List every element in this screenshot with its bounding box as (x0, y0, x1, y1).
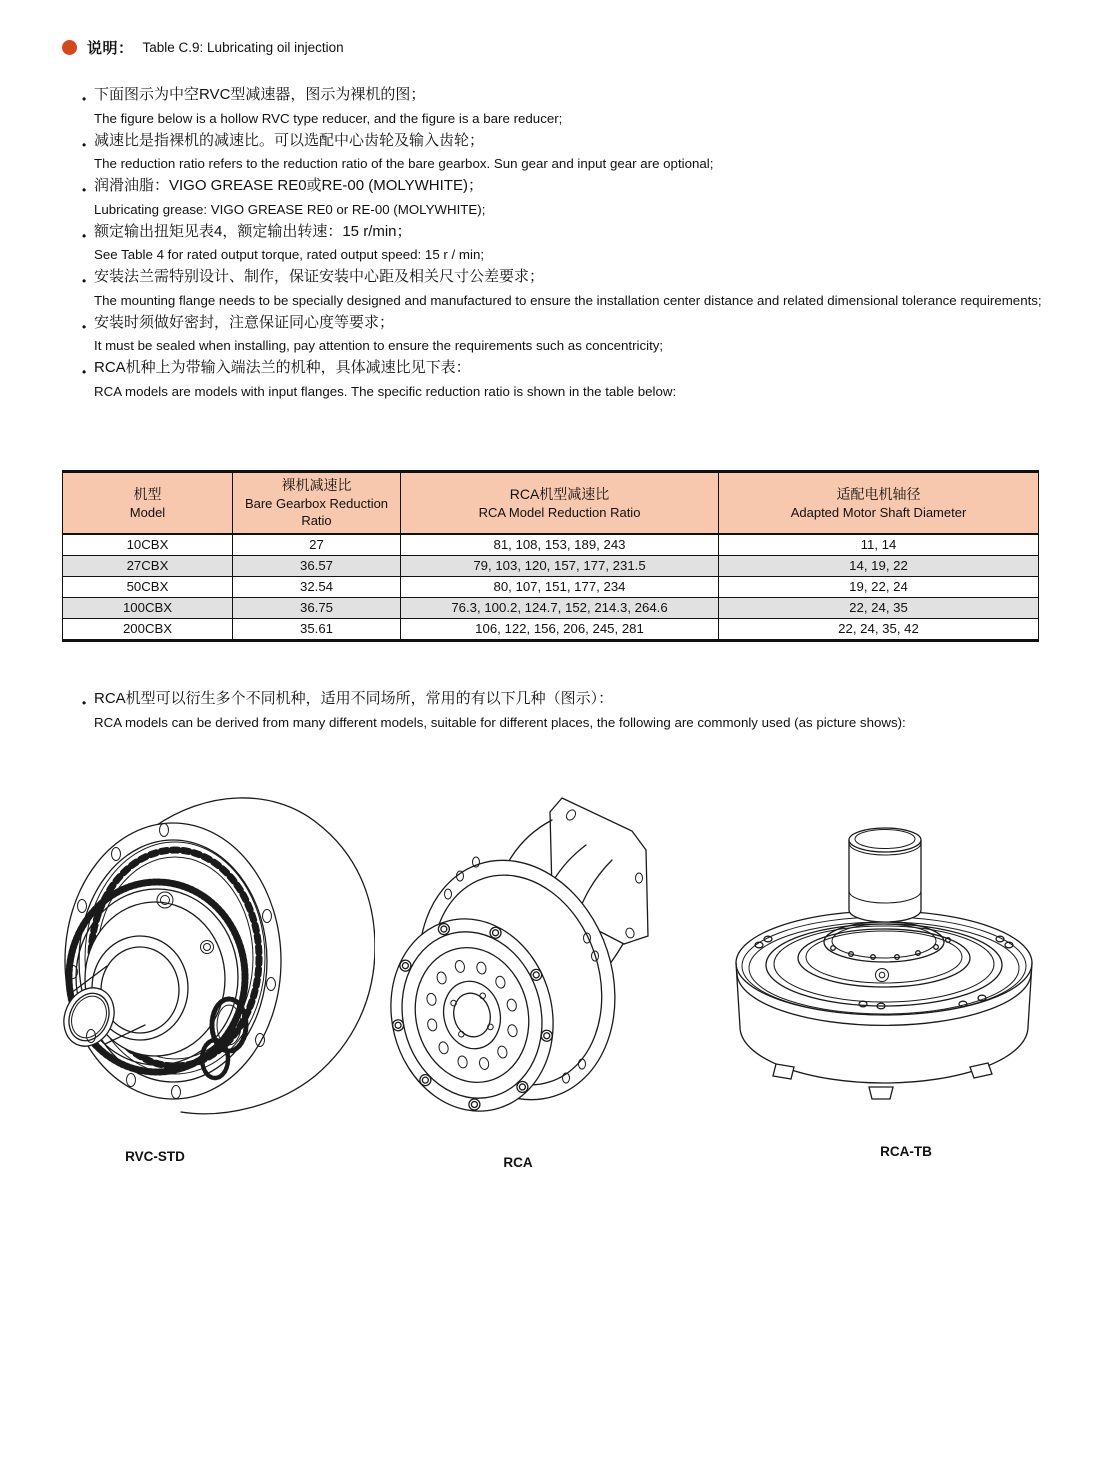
figure-caption-rca: RCA (503, 1155, 533, 1170)
section-header (62, 37, 344, 58)
note-text-en: It must be sealed when installing, pay attention to ensure the requirements such as concentricity; (94, 338, 664, 353)
cell-model: 200CBX (63, 619, 233, 641)
note-text-cn: • 润滑油脂：VIGO GREASE RE0或RE-00 (MOLYWHITE)； (94, 175, 1082, 198)
cell-rca-ratio: 79, 103, 120, 157, 177, 231.5 (401, 556, 719, 577)
table-row (63, 577, 1039, 598)
col-header-en: Bare Gearbox Reduction Ratio (244, 496, 389, 528)
cell-bare-ratio: 36.57 (233, 556, 401, 577)
note-item (82, 312, 1082, 358)
note-text-en: The figure below is a hollow RVC type reducer, and the figure is a bare reducer; (94, 110, 563, 126)
table-row (63, 556, 1039, 577)
note-item (82, 130, 1082, 176)
table-row (63, 534, 1039, 556)
note-item (82, 175, 1082, 221)
derive-note (82, 688, 1082, 734)
note-item (82, 84, 1082, 130)
col-header-shaft-diameter (719, 472, 1039, 535)
note-item (82, 266, 1082, 312)
note-text-en: RCA models are models with input flanges. The specific reduction ratio is shown in the table below: (94, 383, 677, 399)
note-text-cn: • 安装法兰需特别设计、制作，保证安装中心距及相关尺寸公差要求； (94, 266, 1082, 289)
note-text-en: RCA models can be derived from many different models, suitable for different places, the following are commonly used (as picture shows): (94, 714, 906, 730)
note-item (82, 688, 1082, 734)
col-header-en: RCA Model Reduction Ratio (478, 504, 641, 520)
reduction-ratio-table (62, 470, 1039, 642)
section-title-cn: 说明： (87, 40, 134, 57)
cell-bare-ratio: 35.61 (233, 619, 401, 641)
rca-figure (390, 790, 655, 1115)
cell-model: 27CBX (63, 556, 233, 577)
cell-shaft-diameter: 14, 19, 22 (719, 556, 1039, 577)
rca-drawing (390, 790, 655, 1115)
cell-shaft-diameter: 19, 22, 24 (719, 577, 1039, 598)
col-header-cn: 裸机减速比 (281, 477, 352, 493)
orange-bullet-icon (62, 40, 77, 55)
note-text-en: The reduction ratio refers to the reduction ratio of the bare gearbox. Sun gear and input gear are optional; (94, 156, 714, 171)
cell-bare-ratio: 36.75 (233, 598, 401, 619)
cell-model: 50CBX (63, 577, 233, 598)
figure-caption-rca-tb: RCA-TB (880, 1144, 932, 1159)
rca-tb-drawing (730, 815, 1040, 1105)
table-row (63, 619, 1039, 641)
col-header-model (63, 472, 233, 535)
col-header-bare-ratio (233, 472, 401, 535)
note-text-cn: • RCA机种上为带输入端法兰的机种，具体减速比见下表： (94, 357, 1082, 380)
rca-tb-figure (730, 815, 1040, 1105)
col-header-en: Adapted Motor Shaft Diameter (790, 504, 967, 520)
note-text-en: Lubricating grease: VIGO GREASE RE0 or RE-00 (MOLYWHITE); (94, 201, 486, 217)
cell-model: 100CBX (63, 598, 233, 619)
cell-rca-ratio: 81, 108, 153, 189, 243 (401, 534, 719, 556)
col-header-cn: 机型 (133, 485, 162, 502)
note-text-cn: • 减速比是指裸机的减速比。可以选配中心齿轮及输入齿轮； (94, 130, 1082, 153)
cell-bare-ratio: 27 (233, 534, 401, 556)
cell-rca-ratio: 80, 107, 151, 177, 234 (401, 577, 719, 598)
rvc-std-figure (55, 785, 375, 1130)
col-header-cn: RCA机型减速比 (509, 485, 610, 502)
section-title-en: Table C.9: Lubricating oil injection (142, 40, 344, 55)
cell-rca-ratio: 76.3, 100.2, 124.7, 152, 214.3, 264.6 (401, 598, 719, 619)
note-text-cn: • 下面图示为中空RVC型减速器，图示为裸机的图； (94, 84, 1082, 107)
figure-caption-rvc-std: RVC-STD (125, 1149, 185, 1164)
cell-rca-ratio: 106, 122, 156, 206, 245, 281 (401, 619, 719, 641)
col-header-rca-ratio (401, 472, 719, 535)
note-item (82, 221, 1082, 267)
cell-shaft-diameter: 22, 24, 35, 42 (719, 619, 1039, 641)
note-text-cn: • RCA机型可以衍生多个不同机种，适用不同场所，常用的有以下几种（图示）： (94, 688, 1082, 711)
note-text-en: The mounting flange needs to be specially designed and manufactured to ensure the installation center distance and related dimensional tolerance requirements; (94, 292, 1042, 308)
table-header-row (63, 472, 1039, 535)
col-header-cn: 适配电机轴径 (836, 485, 921, 502)
cell-bare-ratio: 32.54 (233, 577, 401, 598)
cell-shaft-diameter: 22, 24, 35 (719, 598, 1039, 619)
note-text-en: See Table 4 for rated output torque, rated output speed: 15 r / min; (94, 247, 485, 262)
note-item (82, 357, 1082, 403)
rvc-std-drawing (55, 785, 375, 1130)
table-row (63, 598, 1039, 619)
notes-list (82, 84, 1082, 403)
note-text-cn: • 额定输出扭矩见表4，额定输出转速：15 r/min； (94, 221, 1082, 244)
cell-model: 10CBX (63, 534, 233, 556)
note-text-cn: • 安装时须做好密封，注意保证同心度等要求； (94, 312, 1082, 335)
col-header-en: Model (129, 504, 166, 520)
cell-shaft-diameter: 11, 14 (719, 534, 1039, 556)
